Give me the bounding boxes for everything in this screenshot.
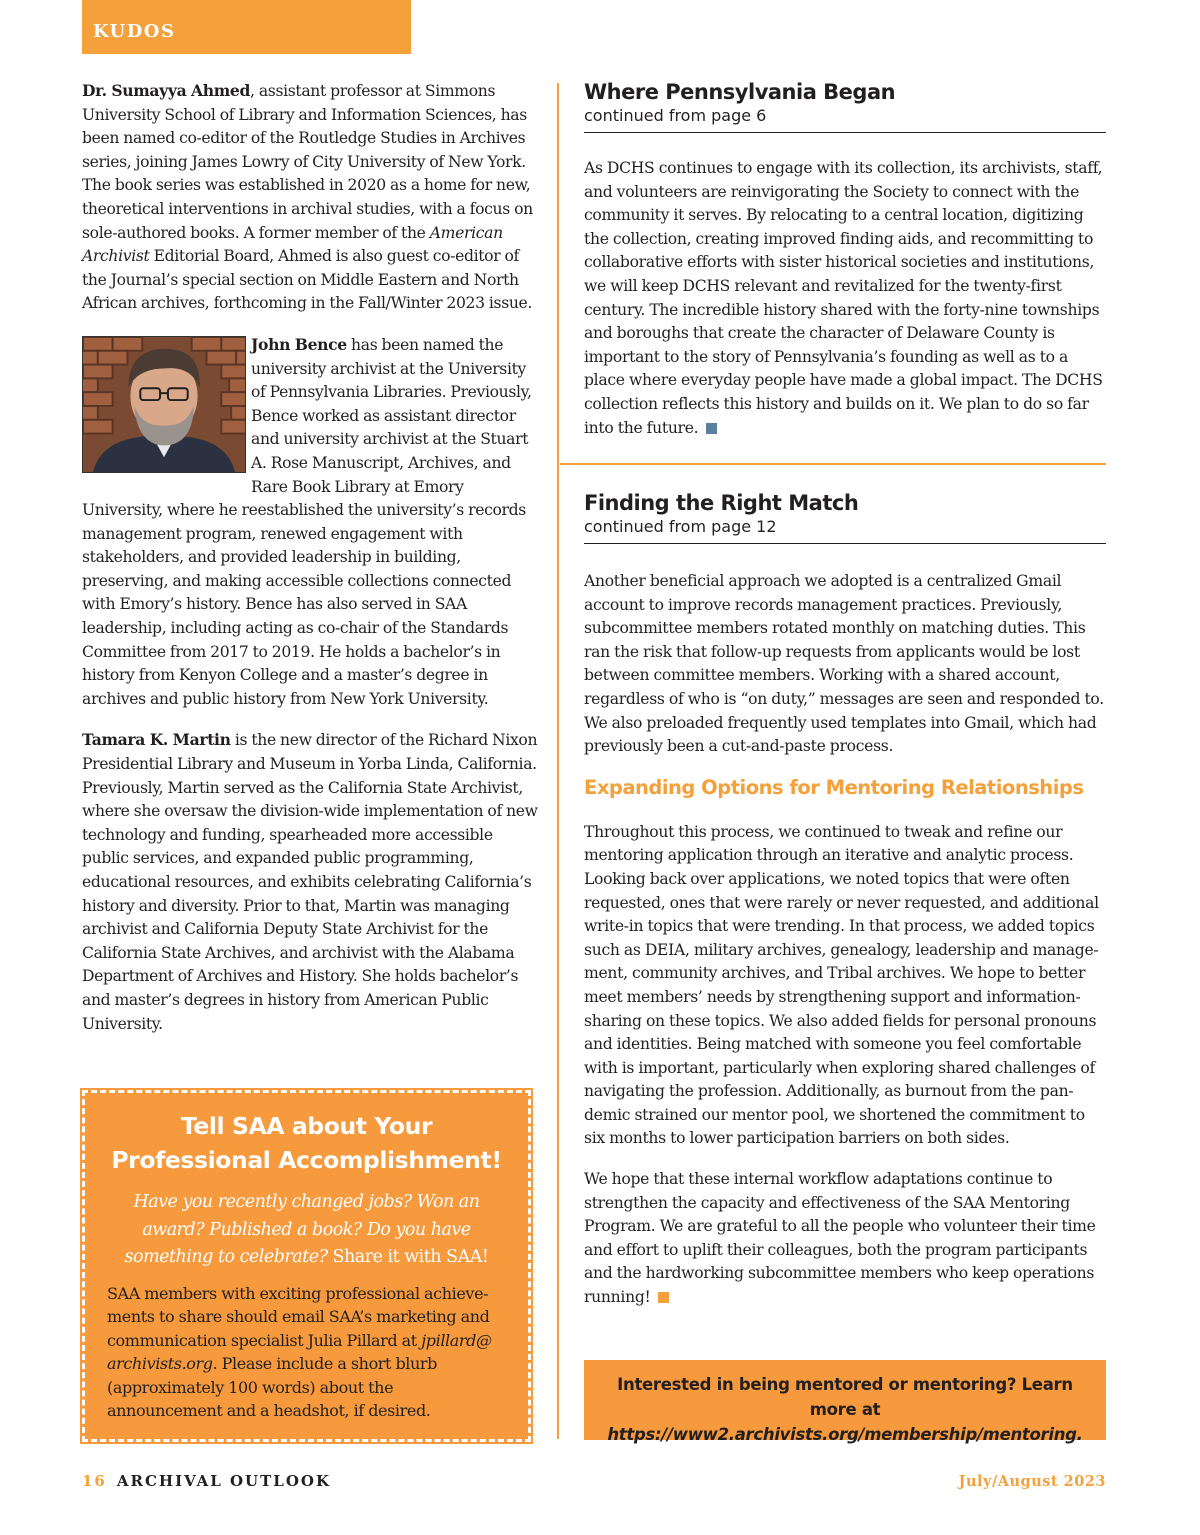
pennsylvania-continued: continued from page 6 bbox=[584, 105, 1106, 133]
contact-email-link[interactable]: jpillard@ archivists.org bbox=[107, 1330, 492, 1374]
mentoring-link[interactable]: https://www2.archivists.org/membership/mentoring. bbox=[607, 1425, 1083, 1444]
end-mark-icon bbox=[706, 423, 717, 434]
page-number: 16 bbox=[82, 1472, 107, 1490]
section-divider bbox=[560, 463, 1106, 465]
pennsylvania-article bbox=[584, 79, 1106, 457]
publication-name: ARCHIVAL OUTLOOK bbox=[116, 1472, 332, 1490]
bence-headshot bbox=[82, 336, 246, 473]
match-paragraph-3: We hope that these internal workflow adaptations continue to strengthen the capacity and effectiveness of the SAA Mentoring Program. We are grateful to all the people who volunteer their time and effort to uplift their colleagues, both the program participants and the hardworking subcommittee members who keep operations running! bbox=[584, 1170, 1096, 1307]
match-continued: continued from page 12 bbox=[584, 516, 1106, 544]
share-accomplishment-callout bbox=[82, 1090, 531, 1442]
match-article bbox=[584, 490, 1106, 1327]
column-divider bbox=[557, 83, 559, 1439]
martin-paragraph: Tamara K. Martin is the new director of the Richard Nixon Presidential Library and Museum in Yorba Linda, California. Previously, Martin served as the California State Archivist, where she oversaw the division-wide implementation of new technology and funding, spearheaded more accessible public services, and expanded public programming, educational resources, and exhibits celebrating California’s history and diversity. Prior to that, Martin was managing archivist and California Deputy State Archivist for the California State Archives, and archivist with the Alabama Department of Archives and History. She holds bachelor’s and master’s degrees in history from American Public University. bbox=[82, 730, 538, 1033]
match-paragraph-2: Throughout this process, we continued to tweak and refine our mentoring application through an iterative and analytic process. Looking back over applications, we noted topics that were often requested, ones that were rarely or never requested, and additional write-in topics that were trending. In that process, we added topics such as DEIA, military archives, genealogy, leadership and management, community archives, and Tribal archives. We hope to better meet members’ needs by strengthening support and information-sharing on these topics. We also added fields for personal pronouns and identities. Being matched with someone you feel comfortable with is important, particularly when exploring shared challenges of navigating the profession. Additionally, as burnout from the pandemic strained our mentor pool, we shortened the commitment to six months to lower participation barriers on both sides. bbox=[584, 822, 1099, 1148]
footer-issue: July/August 2023 bbox=[958, 1473, 1106, 1490]
ahmed-name: Dr. Sumayya Ahmed bbox=[82, 81, 251, 100]
martin-name: Tamara K. Martin bbox=[82, 730, 231, 750]
footer-publication bbox=[82, 1472, 331, 1490]
journal-title: American Archivist bbox=[82, 223, 503, 266]
pennsylvania-body: As DCHS continues to engage with its collection, its archivists, staff, and volunteers are reinvigorating the Society to connect with the community it serves. By relocating to a central location, digitizing the collection, creating improved finding aids, and recommitting to collaborative efforts with sister historical societies and institutions, we will keep DCHS relevant and revitalized for the twenty-first century. The incredible history shared with the forty-nine townships and boroughs that create the character of Delaware County is important to the story of Pennsylvania’s founding as well as to a place where everyday people have made a global impact. The DCHS collection reflects this history and builds on it. We plan to do so far into the future. bbox=[584, 159, 1103, 437]
bence-name: John Bence bbox=[251, 334, 347, 354]
mentoring-cta-box bbox=[584, 1360, 1106, 1444]
callout-title: Tell SAA about Your Professional Accomplishment! bbox=[111, 1112, 502, 1174]
callout-question: Have you recently changed jobs? Won an award? Published a book? Do you have something to celebrate? Share it with SAA! bbox=[124, 1192, 489, 1267]
match-title: Finding the Right Match bbox=[584, 491, 859, 515]
end-mark-icon bbox=[658, 1292, 669, 1303]
mentoring-subhead: Expanding Options for Mentoring Relationships bbox=[584, 775, 1084, 799]
section-tab: KUDOS bbox=[82, 0, 411, 54]
pennsylvania-title: Where Pennsylvania Began bbox=[584, 80, 896, 104]
bence-paragraph: John Bence has been named the university archivist at the University of Pennsylvania Libraries. Previously, Bence worked as assistant director and university archivist at the Stuart A. Rose Manuscript, Archives, and Rare Book Library at Emory University, where he reestablished the university’s records management program, renewed engagement with stakeholders, and provided leadership in building, preserving, and making accessible collections connected with Emory’s history. Bence has also served in SAA leadership, including acting as co-chair of the Standards Committee from 2017 to 2019. He holds a bachelor’s in history from Kenyon College and a master’s degree in archives and public history from New York University. bbox=[82, 333, 540, 712]
mentoring-cta-text: Interested in being mentored or mentoring? Learn more at bbox=[617, 1375, 1073, 1419]
ahmed-paragraph: Dr. Sumayya Ahmed, assistant professor at Simmons University School of Library and Information Sciences, has been named co-editor of the Routledge Studies in Archives series, joining James Lowry of City University of New York. The book series was established in 2020 as a home for new, theoretical interventions in archival studies, with a focus on sole-authored books. A former member of the American Archivist Editorial Board, Ahmed is also guest co-editor of the Journal’s special section on Middle Eastern and North African archives, forthcoming in the Fall/Winter 2023 issue. bbox=[82, 81, 533, 313]
kudos-column bbox=[82, 79, 540, 1053]
callout-body: SAA members with exciting professional achievements to share should email SAA’s marketing and communication specialist Julia Pillard at jpillard@ archivists.org. Please include a short blurb (approximately 100 words) about the announcement and a headshot, if desired. bbox=[107, 1283, 492, 1421]
match-paragraph-1: Another beneficial approach we adopted is a centralized Gmail account to improve records management practices. Previously, subcommittee members rotated monthly on matching duties. This ran the risk that follow-up requests from applicants would be lost between committee members. Working with a shared account, regardless of who is “on duty,” messages are seen and responded to. We also preloaded frequently used templates into Gmail, which had previously been a cut-and-paste process. bbox=[584, 572, 1104, 756]
